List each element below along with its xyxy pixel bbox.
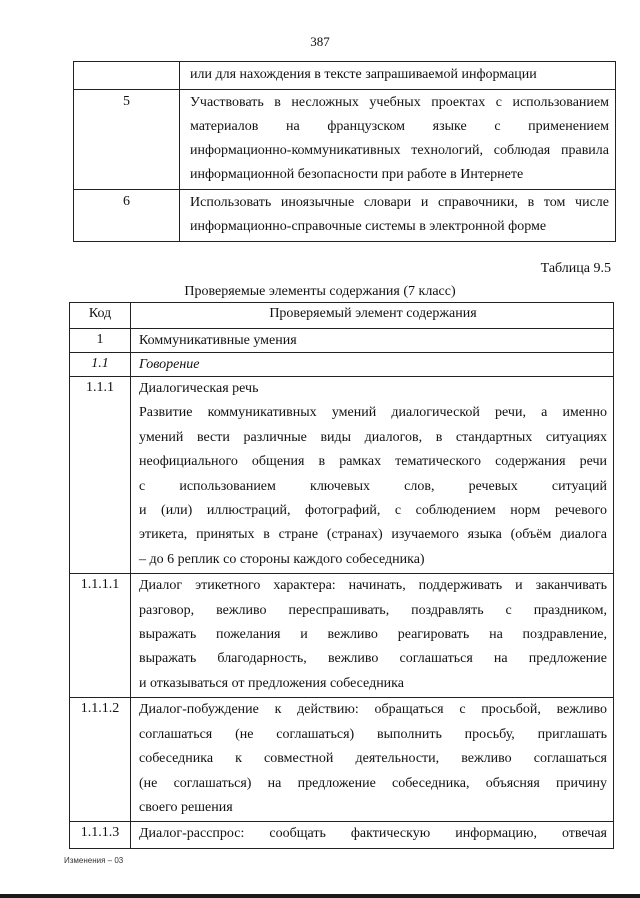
page-footer: Изменения – 03 [64,856,124,865]
text-line: Коммуникативные умения [139,333,297,348]
row-code: 1.1.1 [70,377,131,574]
text-line: соглашаться (не соглашаться) выполнить просьбу, приглашать [139,726,607,742]
row-code: 1 [70,329,131,353]
text-line: информационно-справочные системы в электронной форме [190,219,547,234]
row-number [74,62,180,90]
text-line: Развитие коммуникативных умений диалогической речи, а именно [139,405,607,421]
row-code: 1.1 [70,353,131,377]
table-row [70,329,614,353]
text-line: разговор, вежливо переспрашивать, поздравлять с праздником, [139,602,607,618]
row-code: 1.1.1.1 [70,574,131,698]
page-number: 387 [310,34,330,49]
text-line: выражать пожелания и вежливо реагировать на поздравление, [139,627,607,643]
text-line: – до 6 реплик со стороны каждого собеседника) [139,551,425,567]
table-title: Проверяемые элементы содержания (7 класс) [184,284,456,299]
text-line: Участвовать в несложных учебных проектах с использованием [190,95,609,110]
header-code: Код [70,303,131,329]
text-line: Диалог этикетного характера: начинать, поддерживать и заканчивать [139,578,607,594]
row-number: 6 [74,190,180,242]
table-row [70,822,614,848]
text-line: или для нахождения в тексте запрашиваемой информации [190,67,537,82]
row-text [131,353,614,377]
text-line: этикета, принятых в стране (странах) изучаемого языка (объём диалога [139,527,607,543]
table-row [70,377,614,574]
row-text [131,822,614,848]
content-elements-table [69,302,614,849]
text-line: Диалог-побуждение к действию: обращаться с просьбой, вежливо [139,702,607,718]
table-row [74,90,616,190]
table-row [70,353,614,377]
table-label: Таблица 9.5 [540,261,611,276]
row-code: 1.1.1.2 [70,698,131,822]
skills-table-continued [73,61,616,242]
text-line: Использовать иноязычные словари и справочники, в том числе [190,195,609,210]
table-header-row [70,303,614,329]
text-line: Говорение [139,357,200,372]
header-element: Проверяемый элемент содержания [131,303,614,329]
text-line: и отказываться от предложения собеседника [139,675,404,691]
text-line: Диалог-расспрос: сообщать фактическую информацию, отвечая [139,826,607,842]
text-line: материалов на французском языке с применением [190,119,609,134]
row-number: 5 [74,90,180,190]
table-row [70,698,614,822]
row-text [131,574,614,698]
table-row [70,574,614,698]
row-text [180,190,616,242]
table-row [74,190,616,242]
text-line: информационно-коммуникативных технологий, соблюдая правила [190,143,609,158]
text-line: умений вести различные виды диалогов, в стандартных ситуациях [139,429,607,445]
text-line: собеседника к совместной деятельности, вежливо соглашаться [139,751,607,767]
row-text [180,90,616,190]
row-code: 1.1.1.3 [70,822,131,848]
text-line: своего решения [139,799,233,815]
row-text [131,329,614,353]
table-row [74,62,616,90]
text-line: и (или) иллюстраций, фотографий, с соблюдением норм речевого [139,503,607,519]
text-line: (не соглашаться) на предложение собеседника, объясняя причину [139,775,607,791]
text-line: Диалогическая речь [139,381,259,396]
row-text [131,377,614,574]
row-text [180,62,616,90]
text-line: неофициального общения в рамках тематического содержания речи [139,454,607,470]
text-line: информационной безопасности при работе в Интернете [190,167,524,182]
text-line: с использованием ключевых слов, речевых ситуаций [139,478,607,494]
text-line: выражать благодарность, вежливо соглашаться на предложение [139,651,607,667]
row-text [131,698,614,822]
